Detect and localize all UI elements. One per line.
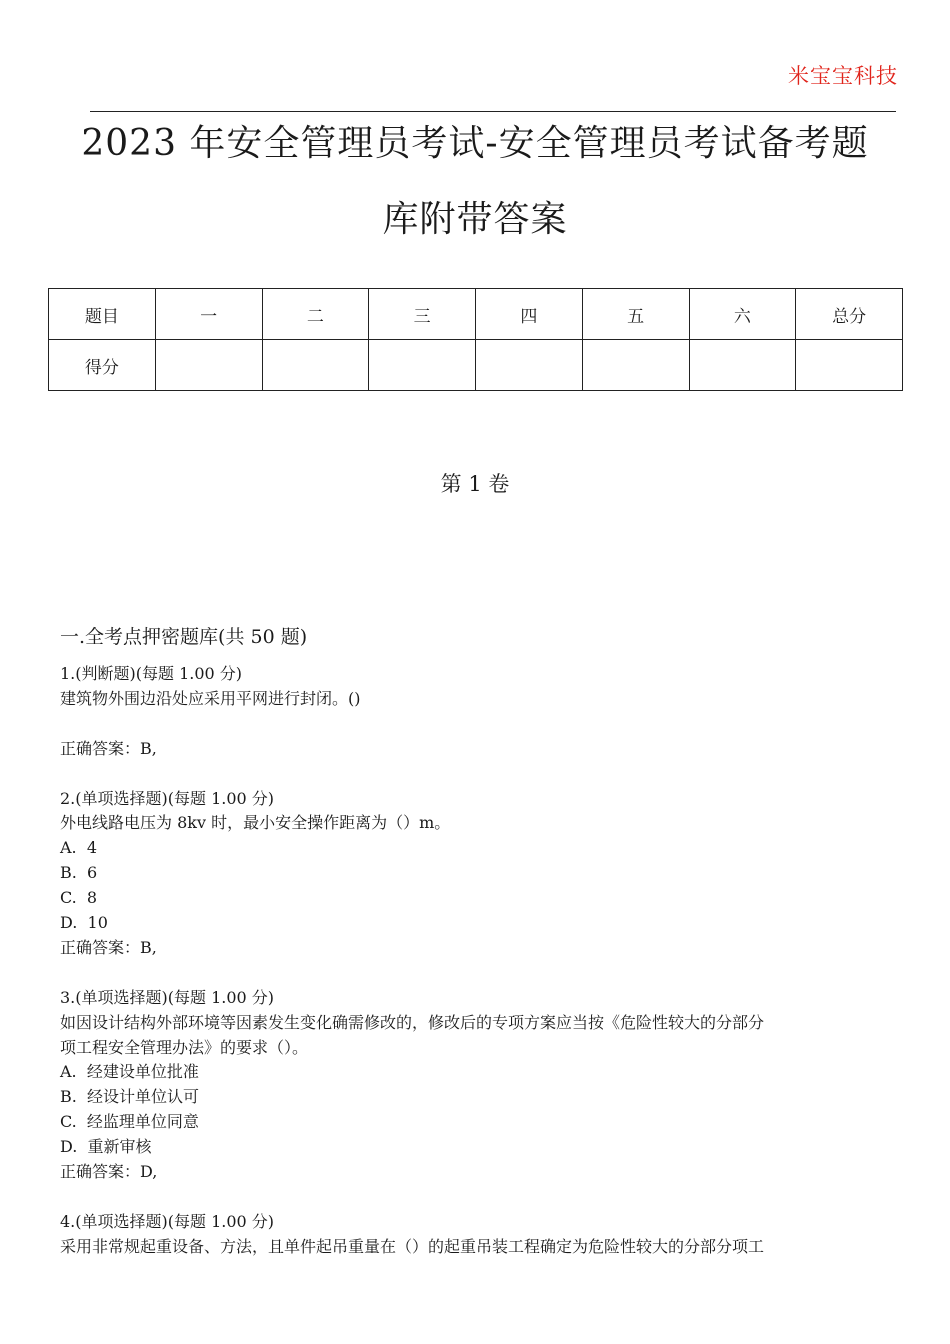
question-stem: 建筑物外围边沿处应采用平网进行封闭。() <box>60 688 361 708</box>
table-cell: 三 <box>369 289 476 340</box>
table-cell: 六 <box>689 289 796 340</box>
question-header: 4.(单项选择题)(每题 1.00 分) <box>60 1211 275 1231</box>
question-stem: 如因设计结构外部环境等因素发生变化确需修改的，修改后的专项方案应当按《危险性较大的分部分 <box>60 1012 765 1032</box>
volume-label: 第 1 卷 <box>440 472 510 496</box>
table-cell: 总分 <box>796 289 903 340</box>
table-cell: 二 <box>262 289 369 340</box>
table-cell: 一 <box>155 289 262 340</box>
table-cell: 题目 <box>49 289 156 340</box>
table-cell <box>582 340 689 391</box>
question-header: 3.(单项选择题)(每题 1.00 分) <box>60 987 275 1007</box>
document-title <box>40 106 910 258</box>
answer-option: A. 4 <box>60 838 97 858</box>
question-item <box>60 662 905 762</box>
title-line-2: 库附带答案 <box>382 199 568 240</box>
table-cell: 得分 <box>49 340 156 391</box>
answer-option: C. 经监理单位同意 <box>60 1112 199 1132</box>
answer-option: D. 10 <box>60 913 108 933</box>
table-cell: 四 <box>476 289 583 340</box>
question-item <box>60 986 905 1185</box>
question-item <box>60 787 905 961</box>
question-stem: 项工程安全管理办法》的要求（）。 <box>60 1037 309 1057</box>
section-title: 一.全考点押密题库(共 50 题) <box>60 626 308 648</box>
answer-option: C. 8 <box>60 888 98 908</box>
answer-option: D. 重新审核 <box>60 1137 152 1157</box>
table-cell <box>689 340 796 391</box>
table-cell <box>369 340 476 391</box>
question-stem: 外电线路电压为 8kv 时，最小安全操作距离为（）m。 <box>60 813 451 833</box>
question-header: 2.(单项选择题)(每题 1.00 分) <box>60 788 275 808</box>
spacer <box>60 712 905 737</box>
correct-answer: 正确答案：B, <box>60 738 157 758</box>
title-line-1: 2023 年安全管理员考试-安全管理员考试备考题 <box>81 123 869 164</box>
answer-option: A. 经建设单位批准 <box>60 1062 199 1082</box>
question-stem: 采用非常规起重设备、方法，且单件起吊重量在（）的起重吊装工程确定为危险性较大的分部分项工 <box>60 1236 765 1256</box>
table-cell <box>262 340 369 391</box>
score-table-score-row <box>49 340 903 391</box>
answer-option: B. 经设计单位认可 <box>60 1087 200 1107</box>
score-table <box>48 288 903 391</box>
table-cell: 五 <box>582 289 689 340</box>
correct-answer: 正确答案：B, <box>60 937 157 957</box>
brand-label: 米宝宝科技 <box>788 64 898 88</box>
table-cell <box>155 340 262 391</box>
answer-option: B. 6 <box>60 863 98 883</box>
question-header: 1.(判断题)(每题 1.00 分) <box>60 664 243 683</box>
question-item <box>60 1210 905 1260</box>
correct-answer: 正确答案：D, <box>60 1162 158 1182</box>
table-cell <box>476 340 583 391</box>
question-list <box>60 662 905 1285</box>
score-table-header-row <box>49 289 903 340</box>
table-cell <box>796 340 903 391</box>
